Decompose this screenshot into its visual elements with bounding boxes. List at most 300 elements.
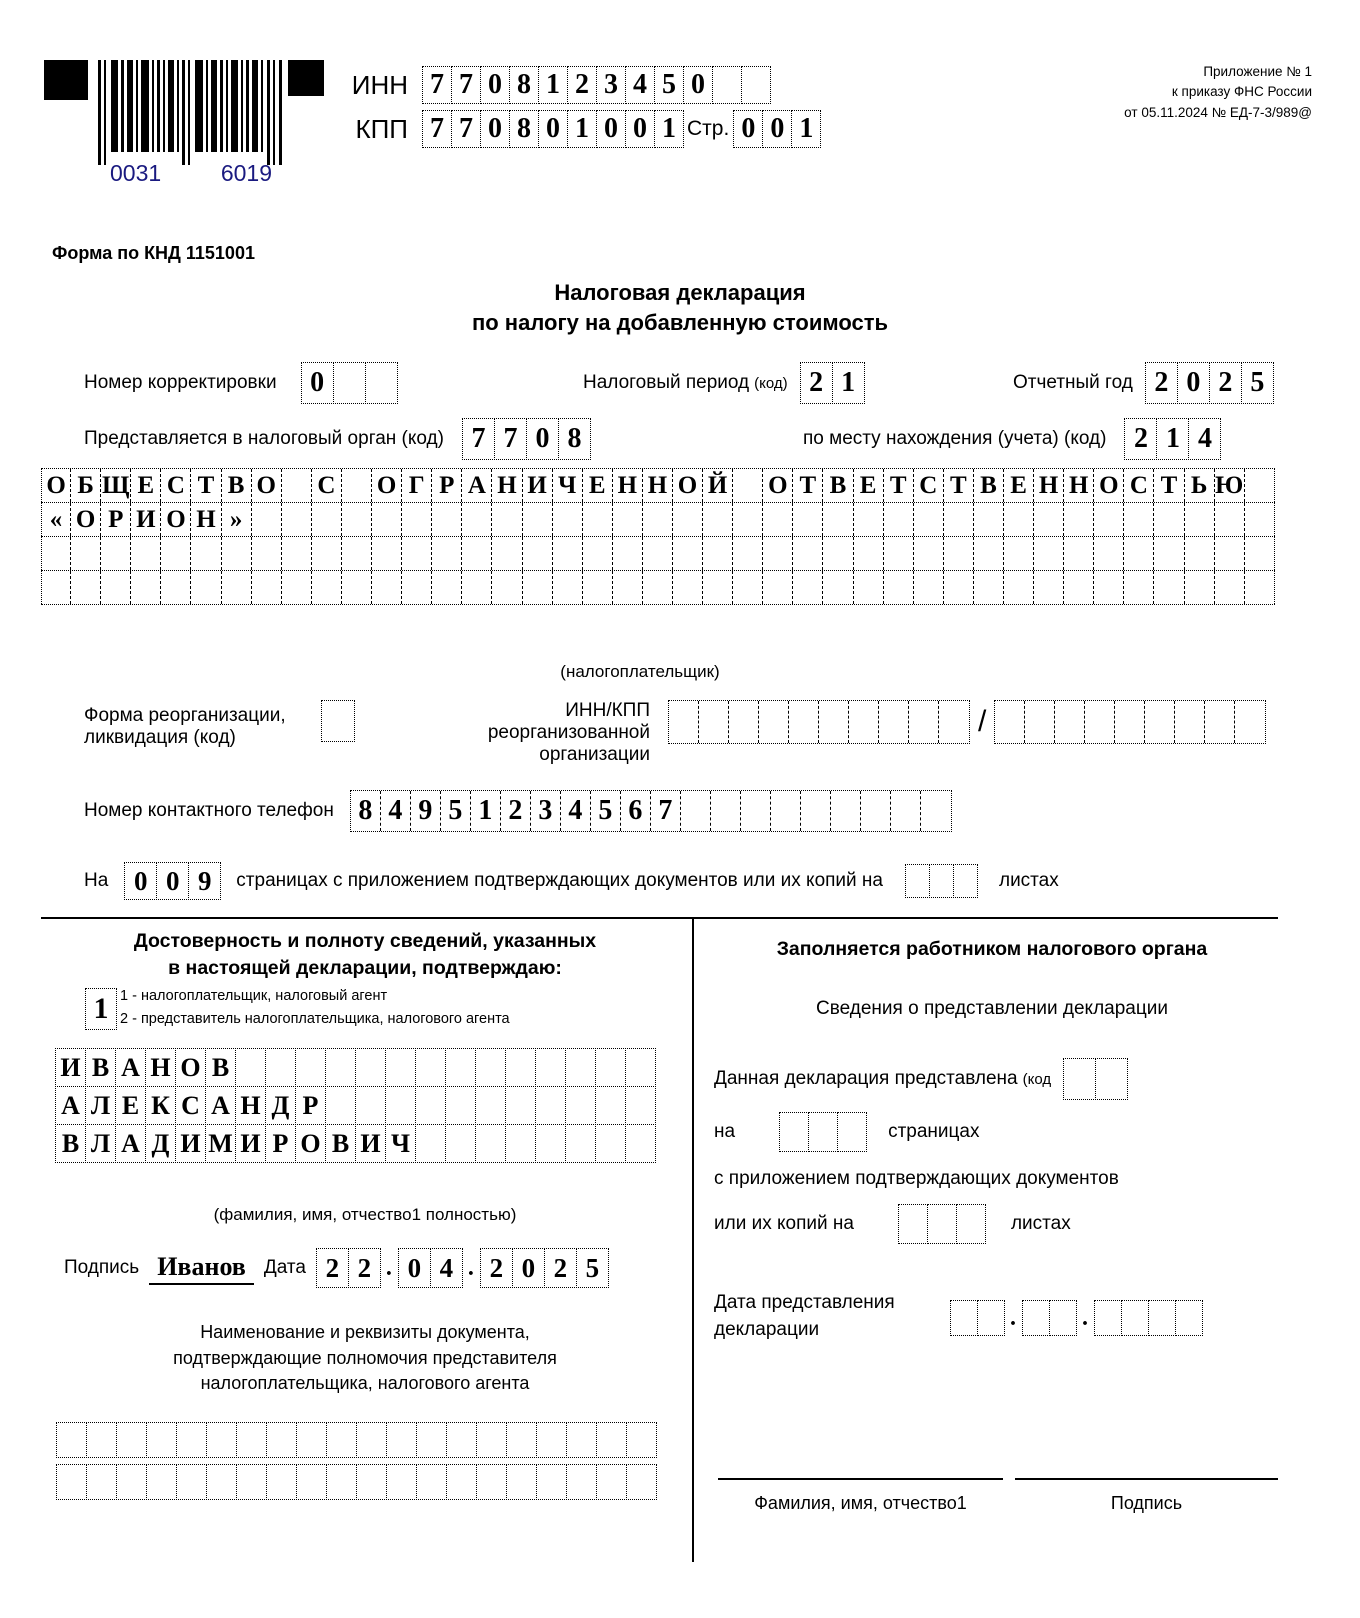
char-cell[interactable] bbox=[703, 537, 733, 570]
char-cell[interactable] bbox=[1215, 503, 1245, 536]
char-cell[interactable] bbox=[1215, 571, 1245, 604]
char-cell[interactable] bbox=[402, 571, 432, 604]
char-cell[interactable] bbox=[703, 503, 733, 536]
char-cell[interactable]: Н bbox=[613, 469, 643, 502]
char-cell[interactable]: С bbox=[175, 1086, 206, 1125]
char-cell[interactable]: 0 bbox=[762, 110, 792, 148]
char-cell[interactable]: В bbox=[85, 1048, 116, 1087]
char-cell[interactable] bbox=[849, 701, 879, 743]
char-cell[interactable] bbox=[929, 864, 954, 898]
location-code-cells[interactable] bbox=[1124, 418, 1220, 460]
char-cell[interactable]: И bbox=[523, 469, 553, 502]
char-cell[interactable] bbox=[415, 1124, 446, 1163]
char-cell[interactable] bbox=[1063, 1058, 1096, 1100]
char-cell[interactable] bbox=[462, 571, 492, 604]
char-cell[interactable]: Б bbox=[71, 469, 101, 502]
char-cell[interactable] bbox=[295, 1048, 326, 1087]
char-cell[interactable]: Ч bbox=[553, 469, 583, 502]
char-cell[interactable]: 2 bbox=[501, 791, 531, 831]
representative-document-grid[interactable] bbox=[56, 1422, 656, 1506]
char-cell[interactable] bbox=[432, 503, 462, 536]
char-cell[interactable]: 5 bbox=[441, 791, 471, 831]
char-cell[interactable] bbox=[729, 701, 759, 743]
char-cell[interactable] bbox=[974, 503, 1004, 536]
char-cell[interactable] bbox=[771, 791, 801, 831]
char-cell[interactable] bbox=[536, 1464, 567, 1500]
char-cell[interactable] bbox=[595, 1048, 626, 1087]
char-cell[interactable] bbox=[613, 503, 643, 536]
declaration-submitted-cells[interactable] bbox=[1063, 1058, 1127, 1100]
char-cell[interactable] bbox=[475, 1048, 506, 1087]
char-cell[interactable] bbox=[326, 1464, 357, 1500]
char-cell[interactable]: В bbox=[205, 1048, 236, 1087]
char-cell[interactable] bbox=[385, 1048, 416, 1087]
char-cell[interactable]: 2 bbox=[316, 1248, 349, 1288]
char-cell[interactable] bbox=[643, 503, 673, 536]
char-cell[interactable] bbox=[342, 537, 372, 570]
char-cell[interactable] bbox=[176, 1464, 207, 1500]
char-cell[interactable] bbox=[445, 1124, 476, 1163]
char-cell[interactable]: О bbox=[372, 469, 402, 502]
char-cell[interactable]: Т bbox=[944, 469, 974, 502]
char-cell[interactable] bbox=[1115, 701, 1145, 743]
char-cell[interactable]: 8 bbox=[509, 66, 539, 104]
char-cell[interactable] bbox=[837, 1112, 867, 1152]
char-cell[interactable] bbox=[566, 1464, 597, 1500]
char-cell[interactable] bbox=[909, 701, 939, 743]
char-cell[interactable] bbox=[492, 571, 522, 604]
char-cell[interactable] bbox=[1094, 1300, 1122, 1336]
char-cell[interactable]: Т bbox=[191, 469, 221, 502]
char-cell[interactable] bbox=[1245, 571, 1275, 604]
char-cell[interactable]: 7 bbox=[422, 110, 452, 148]
char-cell[interactable] bbox=[759, 701, 789, 743]
char-cell[interactable] bbox=[222, 571, 252, 604]
inn-value-cells[interactable] bbox=[422, 66, 770, 104]
char-cell[interactable]: 0 bbox=[526, 418, 559, 460]
char-cell[interactable]: 1 bbox=[654, 110, 684, 148]
char-cell[interactable]: 7 bbox=[451, 110, 481, 148]
char-cell[interactable] bbox=[296, 1464, 327, 1500]
char-cell[interactable] bbox=[402, 503, 432, 536]
char-cell[interactable] bbox=[953, 864, 978, 898]
char-cell[interactable] bbox=[236, 1422, 267, 1458]
tax-office-date-day-cells[interactable] bbox=[950, 1300, 1004, 1336]
char-cell[interactable]: Е bbox=[131, 469, 161, 502]
char-cell[interactable] bbox=[372, 503, 402, 536]
char-cell[interactable]: 0 bbox=[538, 110, 568, 148]
char-cell[interactable] bbox=[191, 537, 221, 570]
char-cell[interactable]: 0 bbox=[301, 362, 334, 404]
char-cell[interactable]: 4 bbox=[1188, 418, 1221, 460]
char-cell[interactable] bbox=[944, 571, 974, 604]
char-cell[interactable] bbox=[523, 503, 553, 536]
char-cell[interactable]: Л bbox=[85, 1086, 116, 1125]
char-cell[interactable] bbox=[342, 571, 372, 604]
char-cell[interactable] bbox=[898, 1204, 928, 1244]
char-cell[interactable]: 8 bbox=[558, 418, 591, 460]
reorg-form-code-cells[interactable] bbox=[321, 700, 354, 742]
char-cell[interactable]: Н bbox=[1034, 469, 1064, 502]
char-cell[interactable] bbox=[432, 571, 462, 604]
char-cell[interactable]: 0 bbox=[1177, 362, 1210, 404]
char-cell[interactable] bbox=[733, 503, 763, 536]
char-cell[interactable]: 1 bbox=[791, 110, 821, 148]
char-cell[interactable] bbox=[356, 1464, 387, 1500]
char-cell[interactable] bbox=[462, 503, 492, 536]
char-cell[interactable] bbox=[445, 1086, 476, 1125]
char-cell[interactable] bbox=[741, 66, 771, 104]
char-cell[interactable] bbox=[372, 537, 402, 570]
char-cell[interactable] bbox=[325, 1048, 356, 1087]
char-cell[interactable] bbox=[595, 1124, 626, 1163]
char-cell[interactable] bbox=[1095, 1058, 1128, 1100]
char-cell[interactable] bbox=[1124, 537, 1154, 570]
char-cell[interactable]: 2 bbox=[348, 1248, 381, 1288]
char-cell[interactable]: 5 bbox=[654, 66, 684, 104]
char-cell[interactable]: 4 bbox=[625, 66, 655, 104]
char-cell[interactable]: И bbox=[235, 1124, 266, 1163]
char-cell[interactable] bbox=[974, 537, 1004, 570]
char-cell[interactable]: Н bbox=[643, 469, 673, 502]
char-cell[interactable] bbox=[386, 1464, 417, 1500]
char-cell[interactable] bbox=[927, 1204, 957, 1244]
char-cell[interactable] bbox=[385, 1086, 416, 1125]
signer-fio-row[interactable] bbox=[55, 1048, 655, 1087]
char-cell[interactable] bbox=[236, 1464, 267, 1500]
char-cell[interactable] bbox=[282, 503, 312, 536]
char-cell[interactable] bbox=[1124, 503, 1154, 536]
char-cell[interactable] bbox=[146, 1464, 177, 1500]
char-cell[interactable] bbox=[1064, 503, 1094, 536]
char-cell[interactable] bbox=[884, 537, 914, 570]
organization-name-grid[interactable] bbox=[41, 468, 1275, 605]
char-cell[interactable] bbox=[41, 537, 71, 570]
char-cell[interactable] bbox=[1154, 503, 1184, 536]
char-cell[interactable] bbox=[823, 537, 853, 570]
char-cell[interactable] bbox=[321, 700, 355, 742]
char-cell[interactable] bbox=[365, 362, 398, 404]
reorg-kpp-cells[interactable] bbox=[994, 700, 1266, 744]
char-cell[interactable]: » bbox=[222, 503, 252, 536]
char-cell[interactable]: 4 bbox=[430, 1248, 463, 1288]
char-cell[interactable]: Г bbox=[402, 469, 432, 502]
char-cell[interactable]: 0 bbox=[733, 110, 763, 148]
char-cell[interactable]: 4 bbox=[561, 791, 591, 831]
char-cell[interactable] bbox=[626, 1422, 657, 1458]
char-cell[interactable] bbox=[296, 1422, 327, 1458]
char-cell[interactable] bbox=[1004, 537, 1034, 570]
contact-phone-cells[interactable] bbox=[350, 790, 952, 832]
char-cell[interactable] bbox=[854, 503, 884, 536]
char-cell[interactable]: И bbox=[131, 503, 161, 536]
char-cell[interactable] bbox=[116, 1464, 147, 1500]
char-cell[interactable]: С bbox=[914, 469, 944, 502]
char-cell[interactable]: И bbox=[55, 1048, 86, 1087]
char-cell[interactable] bbox=[789, 701, 819, 743]
char-cell[interactable] bbox=[801, 791, 831, 831]
organization-name-row[interactable] bbox=[41, 468, 1275, 502]
char-cell[interactable] bbox=[643, 571, 673, 604]
char-cell[interactable] bbox=[1145, 701, 1175, 743]
char-cell[interactable] bbox=[356, 1422, 387, 1458]
char-cell[interactable] bbox=[583, 503, 613, 536]
char-cell[interactable]: 7 bbox=[462, 418, 495, 460]
char-cell[interactable]: Е bbox=[854, 469, 884, 502]
char-cell[interactable] bbox=[1185, 537, 1215, 570]
organization-name-row[interactable] bbox=[41, 502, 1275, 536]
char-cell[interactable]: М bbox=[205, 1124, 236, 1163]
char-cell[interactable] bbox=[733, 537, 763, 570]
char-cell[interactable] bbox=[681, 791, 711, 831]
char-cell[interactable]: 2 bbox=[480, 1248, 513, 1288]
char-cell[interactable] bbox=[703, 571, 733, 604]
char-cell[interactable]: С bbox=[161, 469, 191, 502]
char-cell[interactable] bbox=[505, 1124, 536, 1163]
char-cell[interactable]: О bbox=[252, 469, 282, 502]
char-cell[interactable] bbox=[905, 864, 930, 898]
char-cell[interactable] bbox=[252, 571, 282, 604]
char-cell[interactable]: Т bbox=[793, 469, 823, 502]
char-cell[interactable] bbox=[1004, 503, 1034, 536]
char-cell[interactable]: 1 bbox=[567, 110, 597, 148]
char-cell[interactable] bbox=[523, 537, 553, 570]
char-cell[interactable] bbox=[506, 1422, 537, 1458]
char-cell[interactable] bbox=[432, 537, 462, 570]
char-cell[interactable] bbox=[506, 1464, 537, 1500]
char-cell[interactable]: В bbox=[325, 1124, 356, 1163]
char-cell[interactable]: Н bbox=[492, 469, 522, 502]
char-cell[interactable] bbox=[446, 1464, 477, 1500]
char-cell[interactable] bbox=[861, 791, 891, 831]
char-cell[interactable] bbox=[535, 1086, 566, 1125]
char-cell[interactable] bbox=[1185, 571, 1215, 604]
char-cell[interactable]: О bbox=[763, 469, 793, 502]
char-cell[interactable] bbox=[492, 537, 522, 570]
char-cell[interactable] bbox=[402, 537, 432, 570]
char-cell[interactable] bbox=[1034, 571, 1064, 604]
char-cell[interactable]: Ч bbox=[385, 1124, 416, 1163]
char-cell[interactable]: 7 bbox=[651, 791, 681, 831]
tax-office-pages-cells[interactable] bbox=[779, 1112, 866, 1152]
char-cell[interactable] bbox=[416, 1422, 447, 1458]
kpp-value-cells[interactable] bbox=[422, 110, 683, 148]
char-cell[interactable] bbox=[944, 537, 974, 570]
char-cell[interactable]: Щ bbox=[101, 469, 131, 502]
char-cell[interactable] bbox=[884, 571, 914, 604]
char-cell[interactable] bbox=[950, 1300, 978, 1336]
char-cell[interactable] bbox=[1148, 1300, 1176, 1336]
char-cell[interactable] bbox=[101, 571, 131, 604]
char-cell[interactable]: О bbox=[161, 503, 191, 536]
char-cell[interactable] bbox=[1022, 1300, 1050, 1336]
char-cell[interactable]: И bbox=[175, 1124, 206, 1163]
char-cell[interactable]: Д bbox=[145, 1124, 176, 1163]
char-cell[interactable]: « bbox=[41, 503, 71, 536]
char-cell[interactable]: Р bbox=[295, 1086, 326, 1125]
char-cell[interactable] bbox=[884, 503, 914, 536]
char-cell[interactable]: 2 bbox=[1124, 418, 1157, 460]
char-cell[interactable] bbox=[712, 66, 742, 104]
char-cell[interactable] bbox=[71, 571, 101, 604]
tax-authority-code-cells[interactable] bbox=[462, 418, 590, 460]
char-cell[interactable] bbox=[793, 571, 823, 604]
char-cell[interactable]: 2 bbox=[567, 66, 597, 104]
char-cell[interactable]: 5 bbox=[1241, 362, 1274, 404]
reorg-inn-cells[interactable] bbox=[668, 700, 970, 744]
char-cell[interactable]: О bbox=[673, 469, 703, 502]
organization-name-row[interactable] bbox=[41, 570, 1275, 605]
char-cell[interactable] bbox=[1025, 701, 1055, 743]
char-cell[interactable] bbox=[595, 1086, 626, 1125]
char-cell[interactable] bbox=[1064, 537, 1094, 570]
char-cell[interactable]: В bbox=[974, 469, 1004, 502]
char-cell[interactable] bbox=[565, 1124, 596, 1163]
char-cell[interactable] bbox=[492, 503, 522, 536]
char-cell[interactable] bbox=[1124, 571, 1154, 604]
char-cell[interactable] bbox=[1154, 537, 1184, 570]
char-cell[interactable] bbox=[553, 571, 583, 604]
char-cell[interactable]: Н bbox=[235, 1086, 266, 1125]
char-cell[interactable] bbox=[333, 362, 366, 404]
char-cell[interactable] bbox=[879, 701, 909, 743]
char-cell[interactable] bbox=[779, 1112, 809, 1152]
char-cell[interactable]: Е bbox=[583, 469, 613, 502]
char-cell[interactable] bbox=[763, 503, 793, 536]
char-cell[interactable] bbox=[282, 469, 312, 502]
char-cell[interactable] bbox=[206, 1464, 237, 1500]
char-cell[interactable] bbox=[475, 1124, 506, 1163]
char-cell[interactable]: 7 bbox=[451, 66, 481, 104]
char-cell[interactable] bbox=[1004, 571, 1034, 604]
char-cell[interactable]: 0 bbox=[596, 110, 626, 148]
char-cell[interactable] bbox=[1175, 701, 1205, 743]
char-cell[interactable]: 2 bbox=[800, 362, 833, 404]
char-cell[interactable] bbox=[699, 701, 729, 743]
char-cell[interactable]: 0 bbox=[683, 66, 713, 104]
char-cell[interactable]: А bbox=[115, 1048, 146, 1087]
char-cell[interactable] bbox=[741, 791, 771, 831]
char-cell[interactable] bbox=[995, 701, 1025, 743]
char-cell[interactable]: Й bbox=[703, 469, 733, 502]
char-cell[interactable]: 1 bbox=[1156, 418, 1189, 460]
char-cell[interactable] bbox=[535, 1048, 566, 1087]
tax-office-sheets-cells[interactable] bbox=[898, 1204, 985, 1244]
char-cell[interactable] bbox=[386, 1422, 417, 1458]
char-cell[interactable] bbox=[191, 571, 221, 604]
char-cell[interactable] bbox=[1034, 537, 1064, 570]
tax-period-cells[interactable] bbox=[800, 362, 864, 404]
char-cell[interactable] bbox=[1094, 571, 1124, 604]
char-cell[interactable] bbox=[1094, 503, 1124, 536]
char-cell[interactable] bbox=[808, 1112, 838, 1152]
char-cell[interactable] bbox=[1245, 503, 1275, 536]
signature-date-month-cells[interactable] bbox=[398, 1248, 462, 1288]
char-cell[interactable] bbox=[325, 1086, 356, 1125]
char-cell[interactable]: С bbox=[312, 469, 342, 502]
char-cell[interactable]: 1 bbox=[85, 988, 117, 1030]
char-cell[interactable] bbox=[56, 1422, 87, 1458]
char-cell[interactable] bbox=[86, 1464, 117, 1500]
char-cell[interactable]: Д bbox=[265, 1086, 296, 1125]
char-cell[interactable] bbox=[831, 791, 861, 831]
signer-fio-row[interactable] bbox=[55, 1124, 655, 1163]
char-cell[interactable] bbox=[793, 503, 823, 536]
char-cell[interactable] bbox=[711, 791, 741, 831]
char-cell[interactable] bbox=[565, 1086, 596, 1125]
char-cell[interactable] bbox=[625, 1048, 656, 1087]
char-cell[interactable]: О bbox=[1094, 469, 1124, 502]
char-cell[interactable] bbox=[914, 537, 944, 570]
char-cell[interactable]: А bbox=[55, 1086, 86, 1125]
char-cell[interactable]: 0 bbox=[156, 862, 189, 900]
char-cell[interactable] bbox=[1034, 503, 1064, 536]
char-cell[interactable]: 3 bbox=[596, 66, 626, 104]
char-cell[interactable] bbox=[71, 537, 101, 570]
char-cell[interactable] bbox=[235, 1048, 266, 1087]
char-cell[interactable]: В bbox=[222, 469, 252, 502]
char-cell[interactable] bbox=[613, 571, 643, 604]
char-cell[interactable] bbox=[1185, 503, 1215, 536]
char-cell[interactable]: 4 bbox=[381, 791, 411, 831]
char-cell[interactable]: Е bbox=[1004, 469, 1034, 502]
char-cell[interactable] bbox=[1085, 701, 1115, 743]
char-cell[interactable] bbox=[793, 537, 823, 570]
char-cell[interactable]: 1 bbox=[471, 791, 501, 831]
char-cell[interactable] bbox=[553, 503, 583, 536]
char-cell[interactable] bbox=[312, 571, 342, 604]
char-cell[interactable] bbox=[1245, 537, 1275, 570]
char-cell[interactable] bbox=[1235, 701, 1265, 743]
char-cell[interactable] bbox=[476, 1422, 507, 1458]
char-cell[interactable] bbox=[673, 571, 703, 604]
char-cell[interactable] bbox=[355, 1048, 386, 1087]
char-cell[interactable] bbox=[914, 503, 944, 536]
char-cell[interactable]: Н bbox=[145, 1048, 176, 1087]
char-cell[interactable] bbox=[146, 1422, 177, 1458]
char-cell[interactable] bbox=[733, 571, 763, 604]
organization-name-row[interactable] bbox=[41, 536, 1275, 570]
tax-office-date-year-cells[interactable] bbox=[1094, 1300, 1202, 1336]
char-cell[interactable]: 9 bbox=[188, 862, 221, 900]
char-cell[interactable] bbox=[372, 571, 402, 604]
signer-fio-row[interactable] bbox=[55, 1086, 655, 1125]
char-cell[interactable]: Р bbox=[265, 1124, 296, 1163]
char-cell[interactable]: О bbox=[175, 1048, 206, 1087]
char-cell[interactable]: Ю bbox=[1215, 469, 1245, 502]
char-cell[interactable]: И bbox=[355, 1124, 386, 1163]
char-cell[interactable]: 5 bbox=[591, 791, 621, 831]
char-cell[interactable]: Т bbox=[1154, 469, 1184, 502]
char-cell[interactable] bbox=[977, 1300, 1005, 1336]
char-cell[interactable]: 0 bbox=[480, 66, 510, 104]
char-cell[interactable] bbox=[535, 1124, 566, 1163]
char-cell[interactable] bbox=[462, 537, 492, 570]
pages-count-cells[interactable] bbox=[124, 862, 220, 900]
char-cell[interactable] bbox=[282, 537, 312, 570]
char-cell[interactable] bbox=[625, 1124, 656, 1163]
char-cell[interactable] bbox=[1055, 701, 1085, 743]
char-cell[interactable] bbox=[891, 791, 921, 831]
char-cell[interactable]: 1 bbox=[832, 362, 865, 404]
char-cell[interactable] bbox=[252, 503, 282, 536]
char-cell[interactable] bbox=[1175, 1300, 1203, 1336]
char-cell[interactable] bbox=[673, 503, 703, 536]
char-cell[interactable] bbox=[41, 571, 71, 604]
char-cell[interactable] bbox=[101, 537, 131, 570]
char-cell[interactable] bbox=[565, 1048, 596, 1087]
char-cell[interactable] bbox=[265, 1048, 296, 1087]
